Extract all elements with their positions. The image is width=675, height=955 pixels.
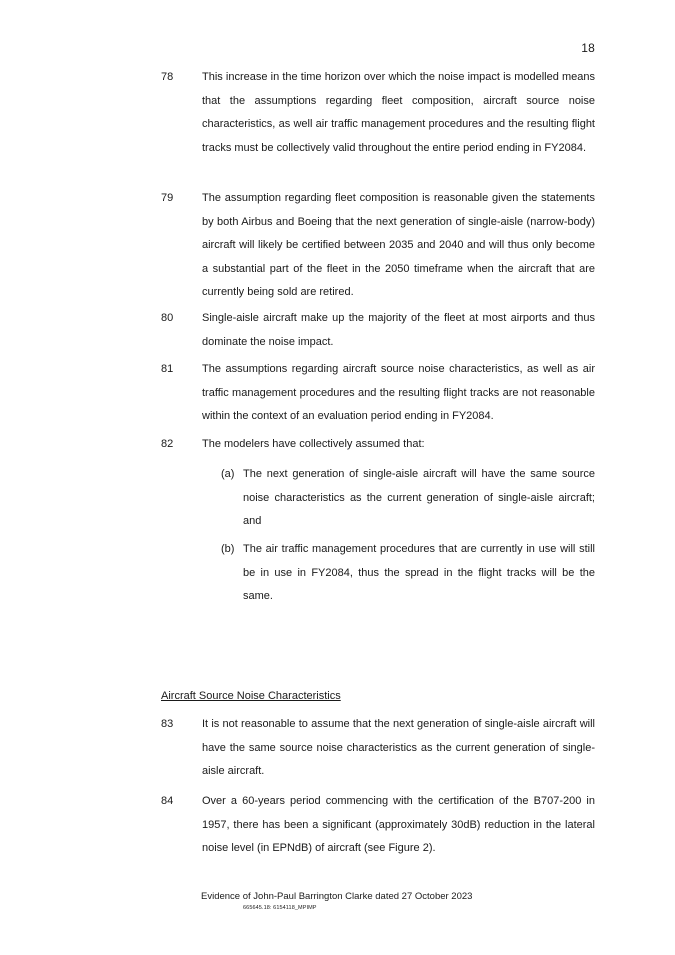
paragraph-number: 80: [161, 312, 174, 324]
paragraph-text: The assumptions regarding aircraft source noise characteristics, as well as air traffic management procedures and the resulting flight tracks are not reasonable within the context of an evaluation period ending in FY2084.: [202, 363, 595, 422]
paragraph-number: 84: [161, 795, 174, 807]
sub-item-a: [221, 463, 595, 534]
paragraph-number: 82: [161, 438, 174, 450]
paragraph-text: Single-aisle aircraft make up the majority of the fleet at most airports and thus dominate the noise impact.: [202, 312, 595, 348]
paragraph-82: [161, 433, 595, 457]
paragraph-number: 81: [161, 363, 174, 375]
footer-evidence: Evidence of John-Paul Barrington Clarke dated 27 October 2023: [201, 891, 473, 902]
paragraph-81: [161, 358, 595, 429]
sub-item-text: The next generation of single-aisle aircraft will have the same source noise characteristics as the current generation of single-aisle aircraft; and: [243, 468, 595, 527]
sub-item-label: (b): [221, 543, 235, 555]
paragraph-number: 83: [161, 718, 174, 730]
paragraph-80: [161, 307, 595, 354]
paragraph-number: 79: [161, 192, 174, 204]
section-heading: Aircraft Source Noise Characteristics: [161, 690, 341, 702]
paragraph-84: [161, 790, 595, 861]
paragraph-79: [161, 187, 595, 305]
paragraph-text: The modelers have collectively assumed that:: [202, 438, 425, 450]
paragraph-78: [161, 66, 595, 160]
sub-item-b: [221, 538, 595, 609]
paragraph-text: It is not reasonable to assume that the next generation of single-aisle aircraft will have the same source noise characteristics as the current generation of single-aisle aircraft.: [202, 718, 595, 777]
paragraph-number: 78: [161, 71, 174, 83]
page-number: 18: [581, 41, 595, 55]
sub-item-label: (a): [221, 468, 235, 480]
paragraph-text: The assumption regarding fleet composition is reasonable given the statements by both Airbus and Boeing that the next generation of single-aisle (narrow-body) aircraft will likely be certified between 2035 and 2040 and will thus only become a substantial part of the fleet in the 2050 timeframe when the aircraft that are currently being sold are retired.: [202, 192, 595, 298]
paragraph-text: This increase in the time horizon over which the noise impact is modelled means that the assumptions regarding fleet composition, aircraft source noise characteristics, as well air traffic management procedures and the resulting flight tracks must be collectively valid throughout the entire period ending in FY2084.: [202, 71, 595, 154]
sub-item-text: The air traffic management procedures that are currently in use will still be in use in FY2084, thus the spread in the flight tracks will be the same.: [243, 543, 595, 602]
paragraph-83: [161, 713, 595, 784]
paragraph-text: Over a 60-years period commencing with the certification of the B707-200 in 1957, there has been a significant (approximately 30dB) reduction in the lateral noise level (in EPNdB) of aircraft (see Figure 2).: [202, 795, 595, 854]
footer-reference: 665645.18: 6154118_MPIMP: [243, 905, 317, 911]
